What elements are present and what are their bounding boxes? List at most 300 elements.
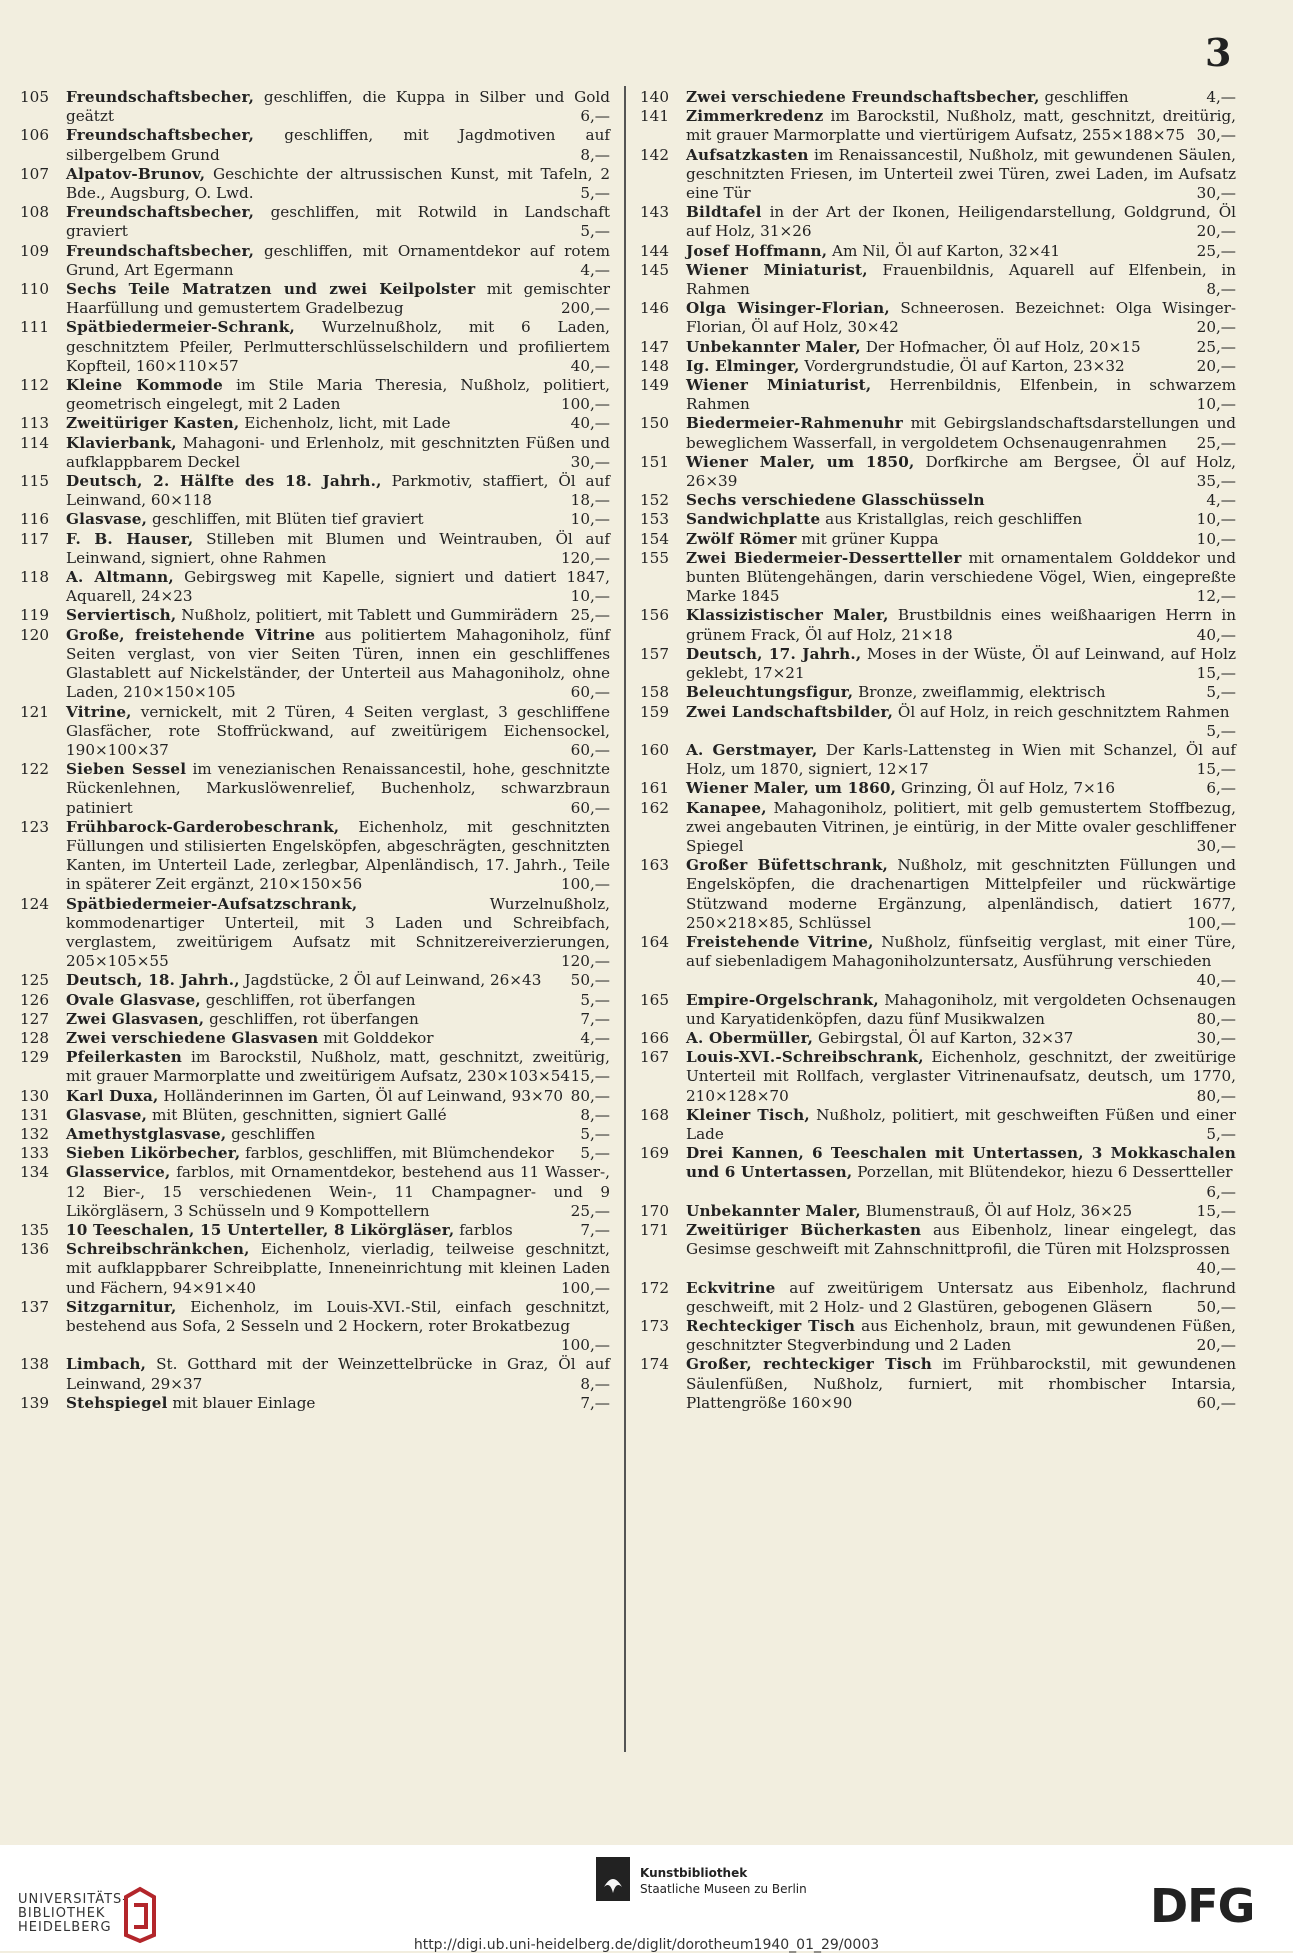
lot-title: Kanapee, [686, 798, 767, 817]
lot-price: 100,— [560, 395, 610, 414]
lot-number: 132 [20, 1124, 49, 1143]
lot-title: Sitzgarnitur, [66, 1297, 177, 1316]
lot-description [680, 991, 1236, 1029]
lot-number: 118 [20, 568, 49, 587]
catalog-entry [18, 414, 610, 433]
lot-number: 106 [20, 126, 49, 145]
lot-number: 159 [640, 702, 669, 721]
lot-price: 5,— [1206, 683, 1236, 702]
lot-text: Wurzelnußholz, mit 6 Laden, geschnitztem Pfeiler, Perlmutterschlüsselschildern und profiliertem Kopfteil, 160×110×57 [66, 318, 611, 375]
lot-price: 25,— [1196, 337, 1236, 356]
lot-price: 5,— [580, 222, 610, 241]
lot-number: 154 [640, 529, 669, 548]
lot-text: im Barockstil, Nußholz, matt, geschnitzt, zweitürig, mit grauer Marmorplatte und zweitürigem Aufsatz, 230×103×54 [66, 1048, 610, 1086]
lot-description [60, 1029, 610, 1048]
lot-price: 40,— [1196, 1259, 1236, 1278]
lot-title: Rechteckiger Tisch [686, 1317, 856, 1335]
lot-text: geschliffen, rot überfangen [205, 990, 416, 1009]
lot-description [60, 88, 610, 126]
lot-description [680, 606, 1236, 644]
lot-description [60, 280, 610, 318]
lot-title: Glasvase, [66, 1105, 148, 1124]
catalog-entry [638, 703, 1236, 741]
lot-description [60, 818, 610, 895]
lot-text: im Stile Maria Theresia, Nußholz, politiert, geometrisch eingelegt, mit 2 Laden [66, 376, 610, 414]
lot-text: im Renaissancestil, Nußholz, mit gewundenen Säulen, geschnitzten Friesen, im Unterteil zwei Türen, zwei Laden, im Aufsatz eine Tür [686, 145, 1236, 203]
lot-text: geschliffen, mit Rotwild in Landschaft graviert [66, 203, 611, 241]
catalog-entry [638, 799, 1236, 857]
lot-description [680, 107, 1236, 145]
catalog-entry [638, 1048, 1236, 1106]
lot-description [60, 971, 610, 990]
lot-price: 30,— [1196, 126, 1236, 145]
lot-title: Sechs verschiedene Glasschüsseln [686, 491, 985, 510]
catalog-entry [18, 1221, 610, 1240]
lot-title: Großer Büfettschrank, [686, 856, 889, 875]
lot-price: 15,— [1196, 1201, 1236, 1220]
catalog-entry [638, 338, 1236, 357]
lot-title: Olga Wisinger-Florian, [686, 299, 890, 318]
lot-title: Ovale Glasvase, [66, 990, 201, 1009]
lot-title: Louis-XVI.-Schreibschrank, [686, 1048, 924, 1067]
lot-price: 4,— [580, 1028, 610, 1047]
catalog-entry [18, 1355, 610, 1393]
lot-description [680, 1221, 1236, 1279]
lot-title: Aufsatzkasten [686, 145, 809, 164]
lot-price: 20,— [1196, 318, 1236, 337]
catalog-entry [638, 1144, 1236, 1202]
lot-text: Blumenstrauß, Öl auf Holz, 36×25 [865, 1201, 1133, 1220]
lot-text: im Frühbarockstil, mit gewundenen Säulenfüßen, Nußholz, furniert, mit rhombischer Intarsia, Plattengröße 160×90 [686, 1355, 1236, 1412]
left-column [18, 88, 610, 1413]
catalog-entry [18, 165, 610, 203]
lot-description [60, 165, 610, 203]
lot-text: Nußholz, mit geschnitzten Füllungen und Engelsköpfen, die drachenartigen Mittelpfeiler und rückwärtige Stützwand moderne Ergänzung, alpenländisch, datiert 1677, 250×218×85, Schlüssel [686, 856, 1237, 932]
lot-text: geschliffen, mit Ornamentdekor auf rotem Grund, Art Egermann [66, 241, 611, 279]
lot-title: Klavierbank, [66, 433, 177, 452]
lot-number: 160 [640, 740, 669, 759]
lot-price: 30,— [1196, 1028, 1236, 1047]
lot-price: 7,— [580, 1220, 610, 1239]
kunstbibliothek-logo-icon [596, 1857, 630, 1901]
lot-number: 168 [640, 1105, 669, 1124]
catalog-entry [18, 203, 610, 241]
catalog-entry [638, 683, 1236, 702]
lot-price: 10,— [570, 587, 610, 606]
lot-title: Zweitüriger Bücherkasten [686, 1220, 922, 1239]
catalog-entry [638, 453, 1236, 491]
lot-title: Schreibschränkchen, [66, 1240, 250, 1259]
lot-description [680, 242, 1236, 261]
lot-price: 8,— [580, 145, 610, 164]
kb-subtitle: Staatliche Museen zu Berlin [640, 1882, 807, 1896]
lot-title: Beleuchtungsfigur, [686, 683, 854, 702]
catalog-entry [638, 299, 1236, 337]
lot-description [60, 1221, 610, 1240]
heidelberg-logo-icon [120, 1885, 160, 1945]
lot-text: Am Nil, Öl auf Karton, 32×41 [832, 241, 1061, 260]
lot-text: Nußholz, fünfseitig verglast, mit einer Türe, auf siebenladigem Mahagoniholzuntersatz, Ausführung verschieden [686, 932, 1236, 971]
lot-price: 8,— [580, 1374, 610, 1393]
lot-number: 145 [640, 260, 669, 279]
lot-title: Pfeilerkasten [66, 1048, 183, 1067]
lot-text: Parkmotiv, staffiert, Öl auf Leinwand, 60×118 [66, 472, 610, 510]
lot-title: F. B. Hauser, [66, 529, 194, 548]
lot-price: 100,— [560, 1336, 610, 1355]
kb-title: Kunstbibliothek [640, 1866, 748, 1880]
lot-price: 30,— [1196, 836, 1236, 855]
lot-description [60, 318, 610, 376]
lot-number: 150 [640, 414, 669, 433]
kunstbibliothek-label [640, 1865, 807, 1897]
lot-description [60, 760, 610, 818]
lot-title: Frühbarock-Garderobeschrank, [66, 817, 340, 836]
lot-price: 80,— [1196, 1009, 1236, 1028]
lot-title: Zwölf Römer [686, 529, 797, 548]
lot-description [680, 645, 1236, 683]
uni-line-3: HEIDELBERG [18, 1920, 112, 1935]
lot-price: 80,— [570, 1086, 610, 1105]
uni-line-1: UNIVERSITÄTS- [18, 1892, 128, 1907]
lot-number: 155 [640, 548, 669, 567]
lot-price: 25,— [1196, 241, 1236, 260]
lot-title: Freistehende Vitrine, [686, 932, 874, 951]
lot-price: 5,— [1206, 1124, 1236, 1143]
lot-description [60, 1106, 610, 1125]
lot-title: Freundschaftsbecher, [66, 126, 255, 145]
lot-text: Gebirgsweg mit Kapelle, signiert und datiert 1847, Aquarell, 24×23 [66, 568, 610, 606]
lot-text: mit blauer Einlage [172, 1393, 316, 1412]
catalog-entry [638, 933, 1236, 991]
lot-price: 50,— [1196, 1297, 1236, 1316]
lot-price: 10,— [570, 510, 610, 529]
lot-number: 172 [640, 1278, 669, 1297]
catalog-entry [638, 856, 1236, 933]
lot-text: Dorfkirche am Bergsee, Öl auf Holz, 26×39 [686, 452, 1236, 491]
lot-text: geschliffen, rot überfangen [209, 1009, 419, 1028]
lot-description [680, 357, 1236, 376]
lot-title: Große, freistehende Vitrine [66, 625, 316, 644]
lot-number: 135 [20, 1220, 49, 1239]
lot-price: 5,— [580, 990, 610, 1009]
catalog-entry [18, 126, 610, 164]
lot-description [680, 1279, 1236, 1317]
lot-text: auf zweitürigem Untersatz aus Eibenholz, flachrund geschweift, mit 2 Holz- und 2 Glastüren, gebogenen Gläsern [686, 1278, 1236, 1316]
catalog-entry [18, 818, 610, 895]
lot-number: 174 [640, 1355, 669, 1374]
lot-price: 5,— [1206, 721, 1236, 740]
catalog-entry [638, 645, 1236, 683]
lot-text: Der Hofmacher, Öl auf Holz, 20×15 [865, 337, 1141, 356]
catalog-entry [638, 606, 1236, 644]
lot-price: 60,— [1196, 1393, 1236, 1412]
lot-number: 166 [640, 1028, 669, 1047]
lot-description [680, 1317, 1236, 1355]
lot-number: 130 [20, 1086, 49, 1105]
lot-number: 139 [20, 1393, 49, 1412]
lot-number: 121 [20, 702, 49, 721]
lot-title: 10 Teeschalen, 15 Unterteller, 8 Likörgläser, [66, 1220, 455, 1239]
source-url[interactable]: http://digi.ub.uni-heidelberg.de/diglit/dorotheum1940_01_29/0003 [413, 1937, 880, 1953]
catalog-entry [18, 242, 610, 280]
catalog-entry [638, 1221, 1236, 1279]
catalog-entry [638, 1202, 1236, 1221]
catalog-entry [638, 146, 1236, 204]
lot-price: 6,— [580, 107, 610, 126]
catalog-entry [18, 1240, 610, 1298]
lot-title: Kleiner Tisch, [686, 1105, 810, 1124]
lot-price: 6,— [1206, 1182, 1236, 1201]
lot-price: 8,— [1206, 280, 1236, 299]
lot-number: 131 [20, 1105, 49, 1124]
uni-line-2: BIBLIOTHEK [18, 1906, 106, 1921]
lot-text: Schneerosen. Bezeichnet: Olga Wisinger-Florian, Öl auf Holz, 30×42 [686, 299, 1236, 337]
lot-number: 169 [640, 1144, 669, 1163]
lot-price: 12,— [1196, 587, 1236, 606]
catalog-entry [638, 1317, 1236, 1355]
catalog-entry [18, 1029, 610, 1048]
lot-number: 149 [640, 376, 669, 395]
lot-title: Deutsch, 2. Hälfte des 18. Jahrh., [66, 472, 382, 491]
catalog-entry [18, 1048, 610, 1086]
lot-text: aus Kristallglas, reich geschliffen [825, 510, 1083, 529]
lot-price: 20,— [1196, 356, 1236, 375]
lot-title: Zwei verschiedene Glasvasen [66, 1028, 319, 1047]
lot-text: Nußholz, politiert, mit geschweiften Füßen und einer Lade [686, 1105, 1236, 1143]
lot-text: mit Blüten, geschnitten, signiert Gallé [151, 1105, 447, 1124]
lot-text: Eichenholz, vierladig, teilweise geschnitzt, mit aufklappbarer Schreibplatte, Inneneinrichtung mit kleinen Laden und Fächern, 94×91×40 [66, 1240, 610, 1297]
lot-title: Drei Kannen, 6 Teeschalen mit Untertassen, 3 Mokkaschalen und 6 Untertassen, [686, 1144, 1236, 1182]
catalog-entry [638, 1106, 1236, 1144]
lot-text: geschliffen, mit Jagdmotiven auf silbergelbem Grund [66, 126, 610, 164]
lot-title: Serviertisch, [66, 606, 177, 625]
lot-text: mit grüner Kuppa [801, 529, 939, 548]
lot-title: Biedermeier-Rahmenuhr [686, 414, 903, 433]
catalog-entry [18, 472, 610, 510]
lot-number: 119 [20, 606, 49, 625]
lot-text: aus Eibenholz, linear eingelegt, das Gesimse geschweift mit Zahnschnittprofil, die Türen mit Holzsprossen [686, 1220, 1236, 1259]
lot-price: 60,— [570, 798, 610, 817]
lot-description [60, 414, 610, 433]
lot-price: 100,— [1186, 913, 1236, 932]
catalog-entry [18, 530, 610, 568]
lot-text: Grinzing, Öl auf Holz, 7×16 [900, 779, 1116, 798]
lot-description [60, 991, 610, 1010]
catalog-entry [638, 549, 1236, 607]
lot-price: 40,— [1196, 625, 1236, 644]
catalog-entry [18, 568, 610, 606]
lot-price: 4,— [580, 260, 610, 279]
lot-number: 140 [640, 88, 669, 106]
lot-text: aus politiertem Mahagoniholz, fünf Seiten verglast, von vier Seiten Türen, innen ein geschliffenes Glastablett auf Nickelständer, der Unterteil aus Mahagoniholz, ohne Laden, 210×150×105 [66, 625, 610, 702]
catalog-entry [638, 357, 1236, 376]
lot-description [680, 856, 1236, 933]
catalog-entry [18, 1144, 610, 1163]
lot-number: 126 [20, 990, 49, 1009]
lot-text: Mahagoniholz, politiert, mit gelb gemustertem Stoffbezug, zwei angebauten Vitrinen, je eintürig, in der Mitte ovaler geschliffener Spiegel [686, 798, 1236, 855]
lot-text: Brustbildnis eines weißhaarigen Herrn in grünem Frack, Öl auf Holz, 21×18 [686, 606, 1237, 644]
lot-text: Mahagoniholz, mit vergoldeten Ochsenaugen und Karyatidenköpfen, dazu fünf Musikwalzen [686, 990, 1236, 1028]
lot-text: Herrenbildnis, Elfenbein, in schwarzem Rahmen [686, 376, 1236, 414]
lot-description [60, 1087, 610, 1106]
catalog-entry [18, 626, 610, 703]
lot-number: 105 [20, 88, 49, 106]
lot-price: 7,— [580, 1009, 610, 1028]
lot-number: 165 [640, 990, 669, 1009]
lot-description [60, 530, 610, 568]
catalog-entry [18, 703, 610, 761]
lot-number: 133 [20, 1144, 49, 1163]
lot-price: 30,— [570, 452, 610, 471]
lot-price: 40,— [570, 356, 610, 375]
lot-title: Deutsch, 17. Jahrh., [686, 644, 862, 663]
lot-number: 107 [20, 164, 49, 183]
lot-title: A. Gerstmayer, [686, 740, 818, 759]
lot-number: 158 [640, 683, 669, 702]
lot-number: 117 [20, 529, 49, 548]
lot-description [680, 530, 1236, 549]
lot-description [60, 1048, 610, 1086]
lot-number: 164 [640, 932, 669, 951]
lot-title: Amethystglasvase, [66, 1124, 227, 1143]
lot-number: 125 [20, 971, 49, 990]
lot-price: 10,— [1196, 510, 1236, 529]
lot-text: Eichenholz, licht, mit Lade [244, 414, 451, 433]
catalog-entry [638, 510, 1236, 529]
lot-title: Wiener Maler, um 1850, [686, 452, 915, 471]
lot-title: Freundschaftsbecher, [66, 203, 255, 222]
catalog-entry [638, 1029, 1236, 1048]
lot-text: aus Eichenholz, braun, mit gewundenen Füßen, geschnitzter Stegverbindung und 2 Laden [686, 1317, 1236, 1355]
lot-price: 10,— [1196, 395, 1236, 414]
lot-title: Josef Hoffmann, [686, 241, 828, 260]
lot-text: im venezianischen Renaissancestil, hohe, geschnitzte Rückenlehnen, Markuslöwenrelief, Buchenholz, schwarzbraun patiniert [66, 760, 611, 817]
lot-price: 60,— [570, 683, 610, 702]
lot-text: geschliffen, mit Blüten tief graviert [151, 510, 424, 529]
catalog-entry [638, 88, 1236, 107]
lot-text: farblos, geschliffen, mit Blümchendekor [245, 1144, 554, 1163]
lot-price: 35,— [1196, 472, 1236, 491]
lot-description [60, 1240, 610, 1298]
lot-price: 15,— [1196, 664, 1236, 683]
lot-price: 15,— [570, 1067, 610, 1086]
lot-number: 129 [20, 1048, 49, 1067]
column-divider [624, 86, 626, 1752]
lot-price: 25,— [1196, 433, 1236, 452]
lot-number: 123 [20, 817, 49, 836]
lot-number: 110 [20, 280, 49, 299]
lot-description [60, 1125, 610, 1144]
catalog-entry [18, 991, 610, 1010]
lot-number: 137 [20, 1297, 49, 1316]
lot-description [60, 1298, 610, 1356]
lot-price: 25,— [570, 606, 610, 625]
lot-text: Eichenholz, geschnitzt, der zweitürige Unterteil mit Rollfach, verglaster Vitrinenaufsatz, deutsch, um 1770, 210×128×70 [686, 1048, 1237, 1105]
lot-description [60, 626, 610, 703]
lot-description [60, 510, 610, 529]
lot-price: 80,— [1196, 1086, 1236, 1105]
lot-description [60, 203, 610, 241]
lot-text: in der Art der Ikonen, Heiligendarstellung, Goldgrund, Öl auf Holz, 31×26 [686, 203, 1237, 241]
lot-text: Moses in der Wüste, Öl auf Leinwand, auf Holz geklebt, 17×21 [686, 644, 1237, 683]
lot-number: 141 [640, 107, 669, 126]
lot-title: Freundschaftsbecher, [66, 241, 255, 260]
lot-title: Unbekannter Maler, [686, 337, 861, 356]
lot-title: Großer, rechteckiger Tisch [686, 1355, 933, 1374]
lot-title: Unbekannter Maler, [686, 1201, 861, 1220]
catalog-entry [18, 280, 610, 318]
catalog-entry [638, 376, 1236, 414]
lot-text: Öl auf Holz, in reich geschnitztem Rahmen [897, 702, 1230, 721]
lot-title: Zweitüriger Kasten, [66, 414, 240, 433]
lot-description [680, 703, 1236, 741]
lot-description [60, 126, 610, 164]
lot-price: 8,— [580, 1105, 610, 1124]
lot-number: 156 [640, 606, 669, 625]
lot-description [680, 376, 1236, 414]
lot-description [60, 1163, 610, 1221]
catalog-entry [18, 1394, 610, 1413]
lot-price: 4,— [1206, 88, 1236, 106]
lot-text: im Barockstil, Nußholz, matt, geschnitzt, dreitürig, mit grauer Marmorplatte und viertürigem Aufsatz, 255×188×75 [686, 107, 1237, 145]
lot-text: Wurzelnußholz, kommodenartiger Unterteil, mit 3 Laden und Schreibfach, verglastem, zweitürigem Aufsatz mit Schnitzereiverzierungen, 205×105×55 [66, 894, 610, 971]
lot-text: geschliffen [231, 1124, 316, 1143]
lot-number: 170 [640, 1201, 669, 1220]
lot-number: 112 [20, 376, 49, 395]
catalog-entry [18, 895, 610, 972]
catalog-entry [18, 510, 610, 529]
lot-number: 122 [20, 760, 49, 779]
lot-description [680, 1144, 1236, 1202]
page-number: 3 [1205, 30, 1232, 75]
lot-title: Wiener Maler, um 1860, [686, 779, 897, 798]
catalog-entry [638, 203, 1236, 241]
lot-text: Jagdstücke, 2 Öl auf Leinwand, 26×43 [244, 971, 542, 990]
lot-description [680, 933, 1236, 991]
lot-title: Limbach, [66, 1355, 147, 1374]
catalog-entry [638, 242, 1236, 261]
lot-text: geschliffen, die Kuppa in Silber und Gold geätzt [66, 88, 611, 126]
lot-price: 15,— [1196, 760, 1236, 779]
lot-description [680, 1106, 1236, 1144]
lot-description [680, 799, 1236, 857]
lot-number: 111 [20, 318, 49, 337]
lot-description [680, 88, 1236, 107]
lot-text: mit gemischter Haarfüllung und gemustertem Gradelbezug [66, 280, 610, 318]
lot-text: Vordergrundstudie, Öl auf Karton, 23×32 [804, 356, 1125, 375]
lot-description [60, 376, 610, 414]
lot-description [680, 683, 1236, 702]
lot-text: mit Gebirgslandschaftsdarstellungen und beweglichem Wasserfall, in vergoldetem Ochsenaugenrahmen [686, 414, 1237, 452]
lot-title: Sechs Teile Matratzen und zwei Keilpolster [66, 280, 476, 299]
lot-number: 136 [20, 1240, 49, 1259]
catalog-entry [638, 991, 1236, 1029]
lot-title: Zwei verschiedene Freundschaftsbecher, [686, 88, 1040, 106]
lot-description [60, 242, 610, 280]
lot-number: 113 [20, 414, 49, 433]
lot-price: 20,— [1196, 1336, 1236, 1355]
lot-title: Wiener Miniaturist, [686, 376, 872, 395]
lot-number: 144 [640, 241, 669, 260]
lot-title: Empire-Orgelschrank, [686, 990, 879, 1009]
catalog-entry [638, 107, 1236, 145]
lot-price: 120,— [560, 952, 610, 971]
lot-description [680, 299, 1236, 337]
lot-title: Ig. Elminger, [686, 356, 800, 375]
lot-number: 116 [20, 510, 49, 529]
catalog-entry [18, 1106, 610, 1125]
lot-number: 153 [640, 510, 669, 529]
